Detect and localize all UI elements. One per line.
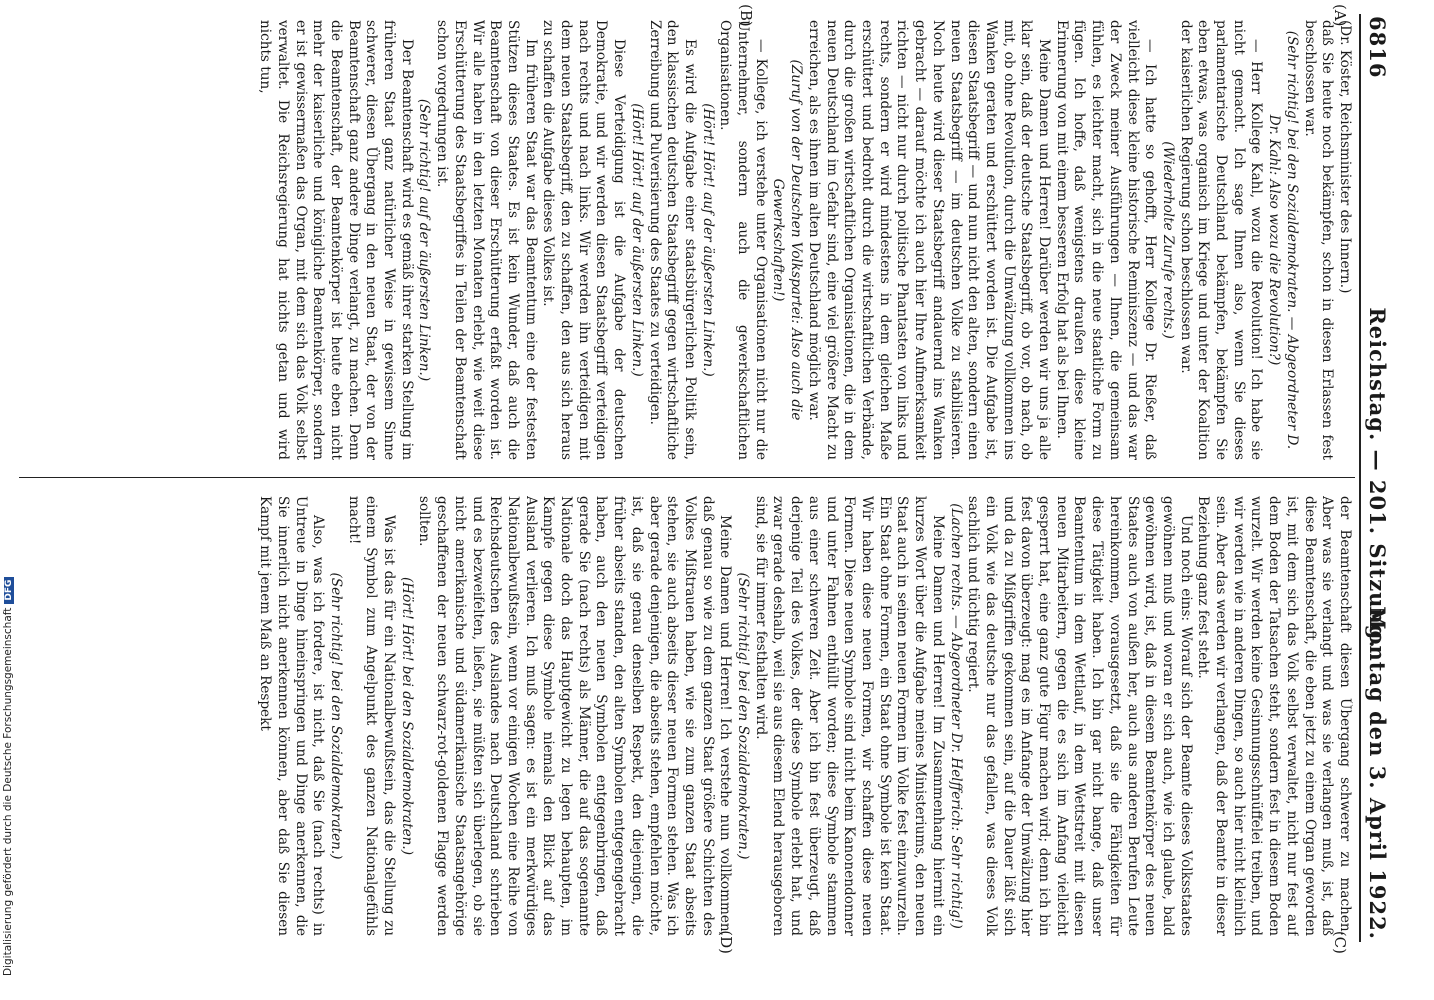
dfg-logo: DFG [4, 577, 14, 604]
paragraph: (Dr. Köster, Reichsminister des Innern.) [1337, 20, 1353, 294]
document-page [15, 4, 1395, 954]
paragraph: — Herr Kollege Kahl, wozu die Revolution! Ich habe sie nicht gemacht. Ich sage Ihnen also, wenn Sie dieses parlamentarische Deutschland bekämpfen, bekämpfen Sie eben etwas, was organisch im Kriege und unter der Koalition der kaiserlichen Regierung schon beschlossen war. [1177, 20, 1265, 460]
rotated-page [15, 4, 1395, 954]
paragraph: Es wird die Aufgabe einer staatsbürgerlichen Politik sein, den klassischen deutschen Staatsbegriff gegen wirtschaftliche Zerreibung und Pulverisierung des Staates zu verteidigen. [646, 20, 698, 460]
left-column [21, 20, 1353, 460]
interjection: (Zuruf von der Deutschen Volkspartei: Also auch die Gewerkschaften!) [770, 59, 805, 421]
digitization-credit [0, 0, 24, 1000]
paragraph: Also, was ich fordere, ist nicht, daß Sie (nach rechts) in Untreue in Dinge hineinspringen und Dinge anerkennen, die Sie innerlich nicht anerkennen können, aber daß Sie diesen Kampf mit jenem Maß an Respekt [257, 496, 327, 936]
page-number: 6816 [1365, 16, 1391, 79]
right-column [21, 496, 1353, 936]
margin-mark-b: (B) [737, 4, 755, 27]
interjection: (Sehr richtig! bei den Sozialdemokraten. — Abgeordneter D. Dr. Kahl: Also wozu die Revolution?) [1266, 30, 1300, 450]
paragraph: Was ist das für ein Nationalbewußtsein, das die Stellung zu einem Symbol zum Angelpunkt des ganzen Nationalgefühls macht! [345, 496, 398, 936]
paragraph: Meine Damen und Herren! Im Zusammenhang hiermit ein kurzes Wort über die Aufgabe meines Ministeriums, den neuen Staat auch in seinen neuen Formen im Volke fest einzuwurzeln. Ein Staat ohne Formen, ein Staat ohne Symbole ist kein Staat. Wir haben diese neuen Formen, wir schaffen diese neuen Formen. Diese neuen Symbole sind nicht beim Kanonendonner und unter Fahnen enthüllt worden; diese Symbole stammen aus einer schweren Zeit. Aber ich bin fest überzeugt, daß derjenige Teil des Volkes, der diese Symbole erlebt hat, und zwar gerade deshalb, weil sie aus diesem Elend herausgeboren sind, sie für immer festhalten wird. [752, 496, 946, 936]
header-rule [1359, 14, 1361, 942]
paragraph: daß Sie heute noch bekämpfen, schon in diesen Erlassen fest beschlossen war. [1301, 20, 1336, 460]
margin-mark-a: (A) [1331, 4, 1349, 27]
paragraph: Der Beamtenschaft wird es gemäß ihrer starken Stellung im früheren Staat ganz natürlicher Weise in gewissem Sinne schwerer, diesen Übergang in den neuen Staat, der von der Beamtenschaft ganz andere Dinge verlangt, zu machen. Denn die Beamtenschaft, der Beamtenkörper ist heute eben nicht mehr der kaiserliche und königliche Beamtenkörper, sondern er ist gewissermaßen das Organ, mit dem sich das Volk selbst verwaltet. Die Reichsregierung hat nichts getan und wird nichts tun, [257, 20, 415, 460]
margin-mark-d: (D) [717, 930, 735, 954]
page-header [1363, 16, 1393, 940]
interjection: (Wiederholte Zurufe rechts.) [1159, 141, 1176, 339]
margin-mark-c: (C) [1331, 930, 1349, 954]
interjection: (Lachen rechts. — Abgeordneter Dr. Helfferich: Sehr richtig!) [947, 503, 964, 929]
paragraph: Im früheren Staat war das Beamtentum eine der festesten Stützen dieses Staates. Es ist kein Wunder, daß auch die Beamtenschaft von dieser Erschütterung erfaßt worden ist. Wir alle haben in den letzten Monaten erlebt, wie weit diese Erschütterung des Staatsbegriffes in Teilen der Beamtenschaft schon vorgedrungen ist. [434, 20, 539, 460]
interjection: (Hört! Hört! bei den Sozialdemokraten.) [398, 576, 415, 856]
interjection: (Sehr richtig! bei den Sozialdemokraten.) [735, 572, 752, 860]
interjection: (Sehr richtig! auf der äußersten Linken.) [416, 98, 433, 382]
interjection: (Hört! Hört! auf der äußersten Linken.) [699, 103, 716, 377]
paragraph: Diese Verteidigung ist die Aufgabe der deutschen Demokratie, und wir werden diesen Staatsbegriff verteidigen nach rechts und nach links. Wir werden ihn verteidigen mit dem neuen Staatsbegriff, den zu schaffen, den aus sich heraus zu schaffen die Aufgabe dieses Volkes ist. [540, 20, 628, 460]
paragraph: der Beamtenschaft diesen Übergang schwerer zu machen. Aber was sie verlangt und was sie verlangen muß, ist, daß diese Beamtenschaft, die eben jetzt zu einem Organ geworden ist, mit dem sich das Volk selbst verwaltet, nicht nur fest auf dem Boden der Tatsachen steht, sondern fest in diesem Boden wurzelt. Wir werden keine Gesinnungsschnüffelei treiben, und wir werden wie in anderen Dingen, so auch hier nicht kleinlich sein. Aber das werden wir verlangen, daß der Beamte in dieser Beziehung ganz fest steht. [1195, 496, 1353, 936]
interjection: (Hört! Hört! auf der äußersten Linken.) [628, 103, 645, 377]
paragraph: Und noch eins: Worauf sich der Beamte dieses Volksstaates gewöhnen muß und woran er sich auch, wie ich glaube, bald gewöhnen wird, ist, daß in diesem Beamtenkörper des neuen Staates auch von außen her, auch aus anderen Berufen Leute hereinkommen, vorausgesetzt, daß sie die Fähigkeiten für diese Tätigkeit haben. Ich bin gar nicht bange, daß unser Beamtentum in dem Wettlauf, in dem Wettstreit mit diesen neuen Mitarbeitern, gegen die es sich im Anfang vielleicht gesperrt hat, eine ganz gute Figur machen wird; denn ich bin fest davon überzeugt: mag es im Anfange der Umwälzung hier und da zu Mißgriffen gekommen sein, auf die Dauer läßt sich ein Volk wie das deutsche nur das gefallen, was dieses Volk sachlich und tüchtig regiert. [965, 496, 1194, 936]
paragraph: Meine Damen und Herren! Darüber werden wir uns ja alle klar sein, daß der deutsche Staatsbegriff, ob vor, ob nach, ob mit, ob ohne Revolution, durch die Umwälzung vollkommen ins Wanken geraten und erschüttert worden ist. Die Aufgabe ist, diesen Staatsbegriff — und nun nicht den alten, sondern einen neuen Staatsbegriff — im deutschen Volke zu stabilisieren. Noch heute wird dieser Staatsbegriff andauernd ins Wanken gebracht — darauf möchte ich auch hier Ihre Aufmerksamkeit richten — nicht nur durch politische Phantasten von links und rechts, sondern er wird mindestens in dem gleichen Maße erschüttert und bedroht durch die wirtschaftlichen Verbände, durch die großen wirtschaftlichen Organisationen, die in dem neuen Deutschland im Gefahr sind, eine viel größere Macht zu erreichen, als es ihnen im alten Deutschland möglich war. [805, 20, 1053, 460]
header-title: Reichstag. — 201. Sitzung. [1365, 307, 1391, 649]
paragraph: — Ich hatte so gehofft, Herr Kollege Dr. Rießer, daß vielleicht diese kleine historische Reminiszenz — und das war der Zweck meiner Ausführungen — Ihnen, die gemeinsam fühlen, es leichter macht, sich in die neue staatliche Form zu fügen. Ich hoffe, daß wenigstens draußen diese kleine Erinnerung von mit einem besseren Erfolg hat als bei Ihnen. [1053, 20, 1159, 460]
credit-text: Digitalisierung gefördert durch die Deutsche Forschungsgemeinschaft [2, 607, 14, 976]
interjection: (Sehr richtig! bei den Sozialdemokraten.) [327, 572, 344, 860]
paragraph: — Kollege, ich verstehe unter Organisationen nicht nur die Unternehmer, sondern auch die gewerkschaftlichen Organisationen. [717, 20, 769, 460]
paragraph: Meine Damen und Herren! Ich verstehe nun vollkommen, daß genau so wie zu dem ganzen Staat größere Schichten des Volkes Mißtrauen haben, wie sie zum ganzen Staat abseits stehen, sie auch abseits dieser neuen Formen stehen. Was ich aber gerade denjenigen, die abseits stehen, empfehlen möchte, ist, daß sie genau denselben Respekt, den diejenigen, die früher abseits standen, den alten Symbolen entgegengebracht haben, auch den neuen Symbolen entgegenbringen, daß gerade Sie (nach rechts) als Männer, die auf das sogenannte Nationale doch das Hauptgewicht zu legen behaupten, im Kampfe gegen diese Symbole niemals den Blick auf das Ausland verlieren. Ich muß sagen: es ist ein merkwürdiges Nationalbewußtsein, wenn vor einigen Wochen eine Reihe von Reichsdeutschen des Auslandes nach Deutschland schrieben und es bezweifelten, ließen, sie müßten sich überlegen, ob sie nicht amerikanische und südamerikanische Staatsangehörige geschaffenen der neuen schwarz-rot-goldenen Flagge werden sollten. [416, 496, 734, 936]
header-date: Montag den 3. April 1922. [1365, 606, 1391, 940]
column-divider [19, 477, 1355, 478]
